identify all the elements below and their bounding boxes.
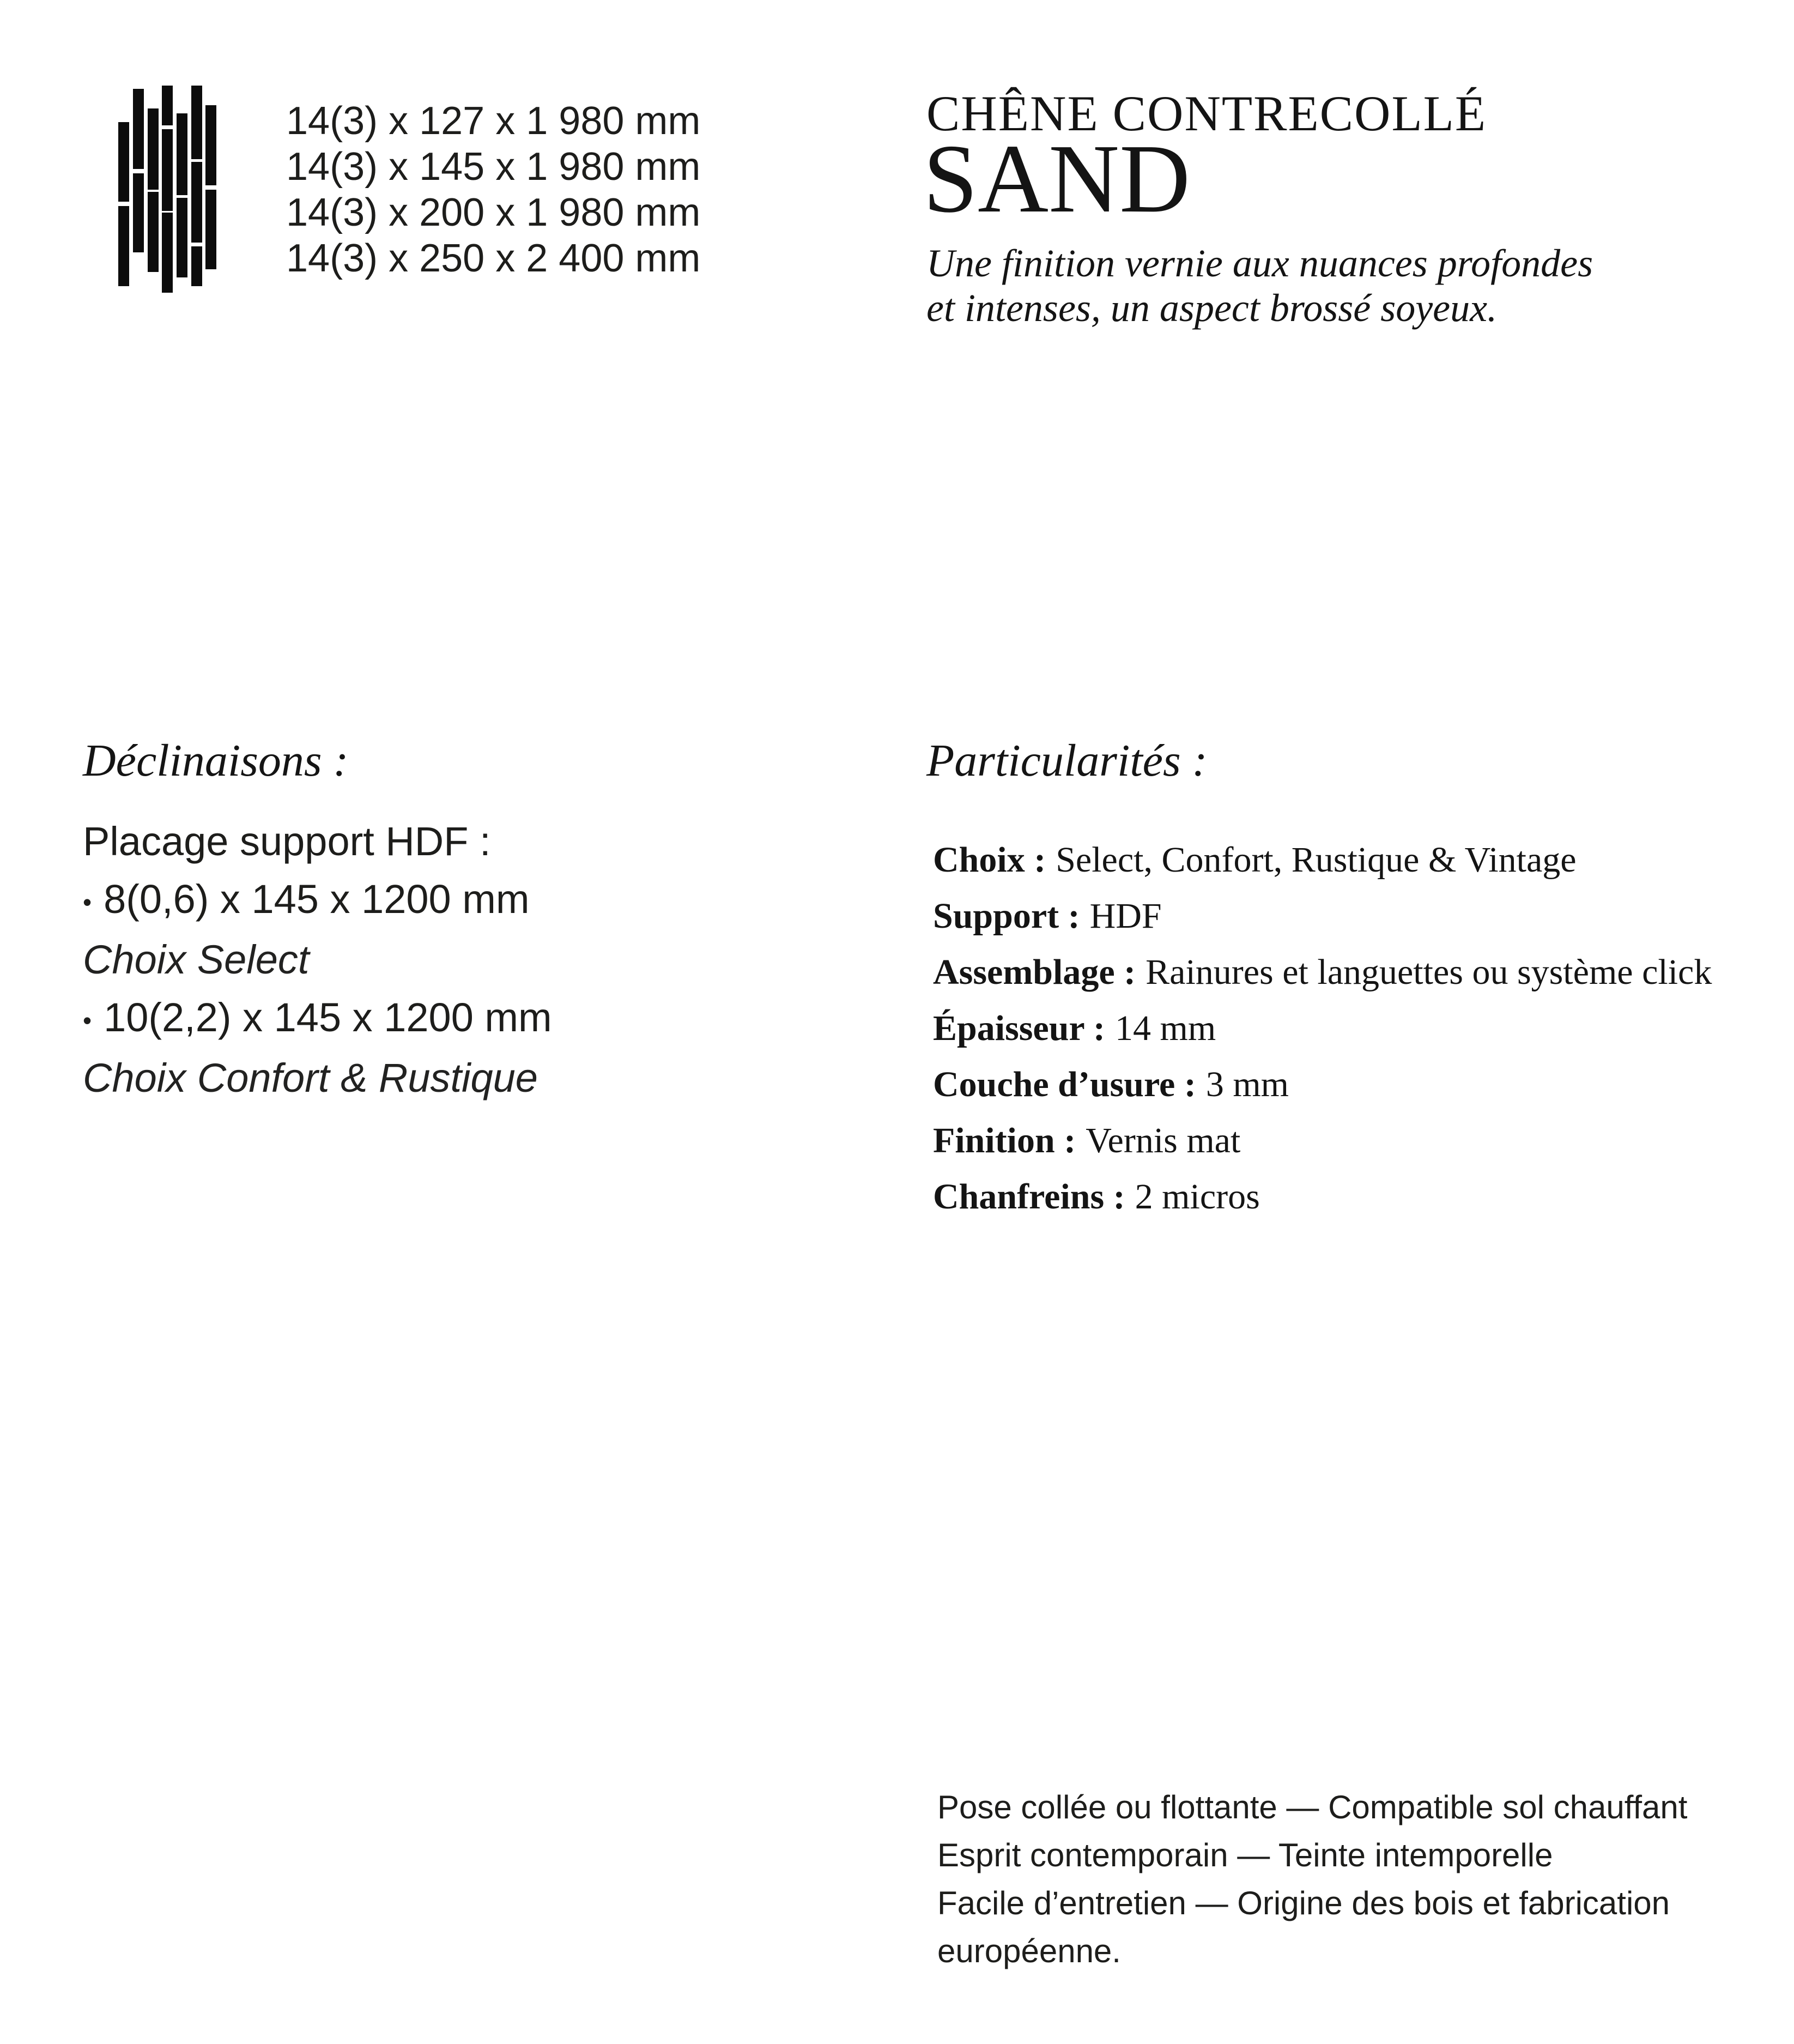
footer-note-line: Esprit contemporain — Teinte intemporelle: [937, 1837, 1553, 1873]
bullet-icon: •: [83, 887, 92, 916]
tagline-line: Une finition vernie aux nuances profondes: [926, 241, 1593, 285]
spec-row: [933, 1056, 1712, 1112]
spec-value: Select, Confort, Rustique & Vintage: [1056, 840, 1577, 880]
tagline-line: et intenses, un aspect brossé soyeux.: [926, 286, 1498, 330]
footer-notes: [937, 1783, 1687, 1975]
format-item: 14(3) x 127 x 1 980 mm: [286, 99, 701, 143]
declinaisons-heading: Déclinaisons :: [83, 735, 349, 786]
spec-list: [933, 832, 1712, 1225]
declinaisons-intro: Placage support HDF :: [83, 819, 491, 864]
spec-row: [933, 1000, 1712, 1056]
footer-note-line: européenne.: [937, 1933, 1121, 1969]
spec-label: Chanfreins :: [933, 1177, 1125, 1217]
product-tagline: [926, 241, 1593, 330]
spec-row: [933, 944, 1712, 1000]
dimension-text: 10(2,2) x 145 x 1200 mm: [104, 994, 552, 1040]
bullet-icon: •: [83, 1006, 92, 1035]
format-item: 14(3) x 250 x 2 400 mm: [286, 237, 701, 280]
declinaisons-list: [83, 813, 552, 1107]
footer-note-line: Pose collée ou flottante — Compatible sol chauffant: [937, 1789, 1688, 1825]
particularites-heading: Particularités :: [926, 735, 1208, 786]
spec-label: Support :: [933, 896, 1080, 936]
footer-note-line: Facile d’entretien — Origine des bois et fabrication: [937, 1885, 1670, 1921]
dimension-text: 8(0,6) x 145 x 1200 mm: [104, 876, 530, 922]
spec-value: 2 micros: [1135, 1177, 1260, 1217]
parquet-logo-icon: [118, 86, 216, 293]
spec-value: 14 mm: [1115, 1008, 1216, 1048]
spec-row: [933, 1112, 1712, 1169]
product-name: SAND: [923, 124, 1191, 233]
spec-value: 3 mm: [1205, 1065, 1289, 1104]
collection-title: CHÊNE CONTRECOLLÉ: [926, 86, 1487, 141]
spec-row: [933, 888, 1712, 944]
choice-note: Choix Select: [83, 936, 310, 982]
dimension-item: [83, 989, 552, 1049]
spec-row: [933, 832, 1712, 888]
format-item: 14(3) x 200 x 1 980 mm: [286, 191, 701, 234]
choice-note: Choix Confort & Rustique: [83, 1055, 538, 1100]
spec-label: Finition :: [933, 1121, 1076, 1160]
spec-row: [933, 1169, 1712, 1225]
format-list: [286, 98, 700, 281]
dimension-item: [83, 870, 552, 931]
spec-label: Assemblage :: [933, 952, 1136, 992]
spec-label: Couche d’usure :: [933, 1065, 1196, 1104]
spec-label: Épaisseur :: [933, 1008, 1106, 1048]
spec-value: Rainures et languettes ou système click: [1146, 952, 1712, 992]
spec-value: HDF: [1089, 896, 1162, 936]
spec-value: Vernis mat: [1086, 1121, 1241, 1160]
spec-label: Choix :: [933, 840, 1046, 880]
format-item: 14(3) x 145 x 1 980 mm: [286, 145, 701, 189]
